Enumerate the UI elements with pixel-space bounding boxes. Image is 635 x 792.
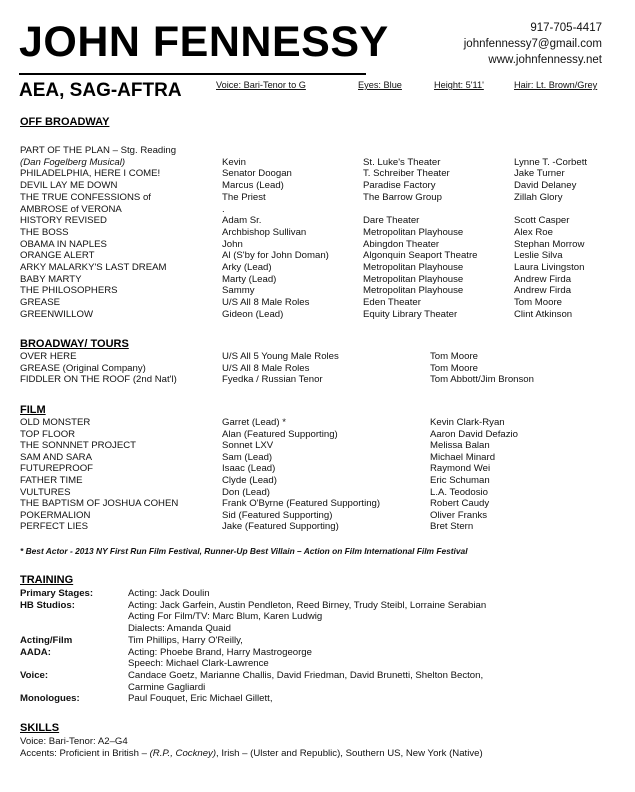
credit-row (0, 274, 635, 286)
director: Andrew Firda (514, 285, 572, 297)
name-underline (19, 73, 366, 75)
credit-row (0, 309, 635, 321)
training-detail: Acting: Jack Garfein, Austin Pendleton, Reed Birney, Trudy Steibl, Lorraine Serabian (128, 599, 487, 611)
credit-title: PART OF THE PLAN – Stg. Reading (20, 145, 177, 156)
film-title: THE BAPTISM OF JOSHUA COHEN (20, 498, 179, 510)
director: Melissa Balan (430, 440, 490, 452)
director: Tom Moore (430, 351, 478, 362)
training-school: Monologues: (20, 693, 80, 705)
credit-row (0, 239, 635, 251)
show-title: ORANGE ALERT (20, 250, 95, 262)
role: Jake (Featured Supporting) (222, 521, 339, 533)
director: Scott Casper (514, 215, 570, 227)
director: L.A. Teodosio (430, 486, 488, 498)
awards-footnote: * Best Actor - 2013 NY First Run Film Festival, Runner-Up Best Villain – Action on Film International Film Festival (20, 546, 468, 556)
role: Sammy (222, 285, 255, 297)
credit-row (0, 297, 635, 309)
credit-row (0, 498, 635, 510)
role: Sid (Featured Supporting) (222, 509, 333, 521)
hair-attr: Hair: Lt. Brown/Grey (514, 80, 598, 90)
role: Don (Lead) (222, 486, 270, 498)
credit-subtitle: (Dan Fogelberg Musical) (20, 156, 126, 168)
training-school: Acting/Film (20, 634, 73, 646)
venue: Algonquin Seaport Theatre (363, 250, 478, 262)
director: Clint Atkinson (514, 308, 573, 320)
skill-voice: Voice: Bari-Tenor: A2–G4 (20, 736, 128, 747)
director: Zillah Glory (514, 191, 563, 203)
film-title: SAM AND SARA (20, 451, 92, 463)
credit-row (0, 463, 635, 475)
director: David Delaney (514, 180, 577, 192)
venue: Paradise Factory (363, 180, 436, 192)
role: Marcus (Lead) (222, 180, 284, 192)
training-school: Primary Stages: (20, 588, 94, 599)
director: Eric Schuman (430, 475, 490, 486)
credit-row (0, 351, 635, 363)
role: Sonnet LXV (222, 440, 274, 452)
contact-block (464, 20, 602, 68)
director: Jake Turner (514, 168, 565, 180)
venue: Metropolitan Playhouse (363, 262, 464, 273)
training-detail: Carmine Gagliardi (128, 681, 206, 693)
email: johnfennessy7@gmail.com (463, 38, 602, 50)
section-broadway-tours: BROADWAY/ TOURS (20, 338, 129, 350)
credit-row (0, 363, 635, 375)
film-title: PERFECT LIES (20, 521, 89, 533)
venue: St. Luke's Theater (363, 156, 441, 168)
director: Raymond Wei (430, 463, 491, 475)
credit-row (0, 180, 635, 192)
film-title: FATHER TIME (20, 475, 83, 486)
credit-row (0, 452, 635, 464)
venue: Dare Theater (363, 215, 420, 227)
role: U/S All 8 Male Roles (222, 297, 310, 309)
training-detail: Acting: Phoebe Brand, Harry Mastrogeorge (128, 646, 312, 658)
director: Aaron David Defazio (430, 428, 518, 440)
credit-row (0, 204, 635, 216)
credit-row (0, 168, 635, 180)
credit-row (0, 521, 635, 533)
venue: Equity Library Theater (363, 308, 458, 320)
film-title: POKERMALION (20, 509, 91, 521)
credit-row (0, 429, 635, 441)
show-title: GREASE (20, 297, 60, 309)
director: Kevin Clark-Ryan (430, 417, 505, 428)
training-detail: Acting: Jack Doulin (128, 588, 210, 599)
credit-row (0, 374, 635, 386)
director: Andrew Firda (514, 273, 572, 285)
section-off-broadway: OFF BROADWAY (20, 116, 110, 128)
credit-row (0, 285, 635, 297)
credit-row (0, 262, 635, 274)
show-title: PHILADELPHIA, HERE I COME! (20, 168, 161, 180)
credit-row (0, 475, 635, 487)
role: Clyde (Lead) (222, 475, 277, 486)
show-title: BABY MARTY (20, 273, 82, 285)
film-title: OLD MONSTER (20, 417, 91, 428)
show-title: HISTORY REVISED (20, 215, 107, 227)
film-title: TOP FLOOR (20, 428, 76, 440)
credit-row (0, 440, 635, 452)
eyes-attr: Eyes: Blue (358, 80, 402, 90)
role: Frank O'Byrne (Featured Supporting) (222, 498, 381, 510)
show-title: FIDDLER ON THE ROOF (2nd Nat'l) (20, 374, 177, 386)
director: Robert Caudy (430, 498, 490, 510)
venue: The Barrow Group (363, 191, 442, 203)
show-title: THE TRUE CONFESSIONS of (20, 191, 151, 203)
director: Tom Moore (514, 297, 562, 309)
show-title: OBAMA IN NAPLES (20, 238, 107, 250)
training-school: HB Studios: (20, 599, 75, 611)
accents-text: Accents: Proficient in British – (20, 748, 150, 759)
skill-accents (20, 748, 483, 759)
venue: T. Schreiber Theater (363, 168, 450, 180)
actor-name: JOHN FENNESSY (19, 18, 389, 66)
height-attr: Height: 5'11' (434, 80, 484, 90)
accents-british: (R.P., Cockney) (149, 748, 217, 759)
credit-row (0, 417, 635, 429)
credit-row (0, 215, 635, 227)
training-detail: Speech: Michael Clark-Lawrence (128, 658, 269, 670)
training-detail: Acting For Film/TV: Marc Blum, Karen Ludwig (128, 611, 323, 623)
director: Oliver Franks (430, 509, 488, 521)
role: Archbishop Sullivan (222, 226, 307, 238)
show-title: GREASE (Original Company) (20, 362, 146, 374)
section-film: FILM (20, 404, 46, 416)
director: Michael Minard (430, 451, 496, 463)
show-title: ARKY MALARKY'S LAST DREAM (20, 262, 167, 273)
film-title: THE SONNNET PROJECT (20, 440, 137, 452)
role: Gideon (Lead) (222, 308, 284, 320)
role: Adam Sr. (222, 215, 262, 227)
training-detail: Candace Goetz, Marianne Challis, David Friedman, David Brunetti, Shelton Becton, (128, 669, 484, 681)
union-affiliations: AEA, SAG-AFTRA (19, 80, 182, 101)
credit-row (0, 157, 635, 169)
credit-row (0, 227, 635, 239)
role: Senator Doogan (222, 168, 292, 180)
director: Tom Abbott/Jim Bronson (430, 374, 534, 386)
voice-attr: Voice: Bari-Tenor to G (216, 80, 306, 90)
website: www.johnfennessy.net (488, 54, 602, 66)
role: Fyedka / Russian Tenor (222, 374, 323, 386)
role: Garret (Lead) * (222, 417, 286, 428)
training-detail: Paul Fouquet, Eric Michael Gillett, (128, 693, 273, 705)
phone: 917-705-4417 (530, 22, 602, 34)
director: Laura Livingston (514, 262, 585, 273)
role: Kevin (222, 156, 246, 168)
credit-row (0, 487, 635, 499)
role: The Priest (222, 191, 266, 203)
show-title: GREENWILLOW (20, 308, 94, 320)
credit-row (0, 250, 635, 262)
role: Marty (Lead) (222, 273, 277, 285)
credit-row (0, 510, 635, 522)
training-school: Voice: (20, 669, 49, 681)
training-detail: Tim Phillips, Harry O'Reilly, (128, 634, 243, 646)
training-school: AADA: (20, 646, 51, 658)
credit-row (0, 192, 635, 204)
section-skills: SKILLS (20, 722, 60, 734)
show-title: THE BOSS (20, 226, 69, 238)
show-title: DEVIL LAY ME DOWN (20, 180, 118, 192)
director: Stephan Morrow (514, 238, 585, 250)
role: Alan (Featured Supporting) (222, 428, 338, 440)
role: John (222, 238, 243, 250)
role: U/S All 8 Male Roles (222, 362, 310, 374)
director: Tom Moore (430, 362, 478, 374)
director: Leslie Silva (514, 250, 563, 262)
film-title: FUTUREPROOF (20, 463, 94, 475)
venue: Metropolitan Playhouse (363, 285, 464, 297)
training-detail: Dialects: Amanda Quaid (128, 623, 231, 635)
role: Arky (Lead) (222, 262, 272, 273)
director: Lynne T. -Corbett (514, 156, 588, 168)
show-title: THE PHILOSOPHERS (20, 285, 118, 297)
show-title: AMBROSE of VERONA (20, 203, 122, 215)
role: Sam (Lead) (222, 451, 273, 463)
director: Bret Stern (430, 521, 474, 533)
show-title: OVER HERE (20, 351, 77, 362)
venue: Metropolitan Playhouse (363, 273, 464, 285)
role: Isaac (Lead) (222, 463, 276, 475)
role: . (222, 203, 225, 215)
role: Al (S'by for John Doman) (222, 250, 329, 262)
film-title: VULTURES (20, 486, 71, 498)
role: U/S All 5 Young Male Roles (222, 351, 339, 362)
accents-rest: , Irish – (Ulster and Republic), Southern US, New York (Native) (216, 748, 483, 759)
section-training: TRAINING (20, 574, 74, 586)
venue: Metropolitan Playhouse (363, 226, 464, 238)
venue: Abingdon Theater (363, 238, 440, 250)
venue: Eden Theater (363, 297, 421, 309)
director: Alex Roe (514, 226, 553, 238)
